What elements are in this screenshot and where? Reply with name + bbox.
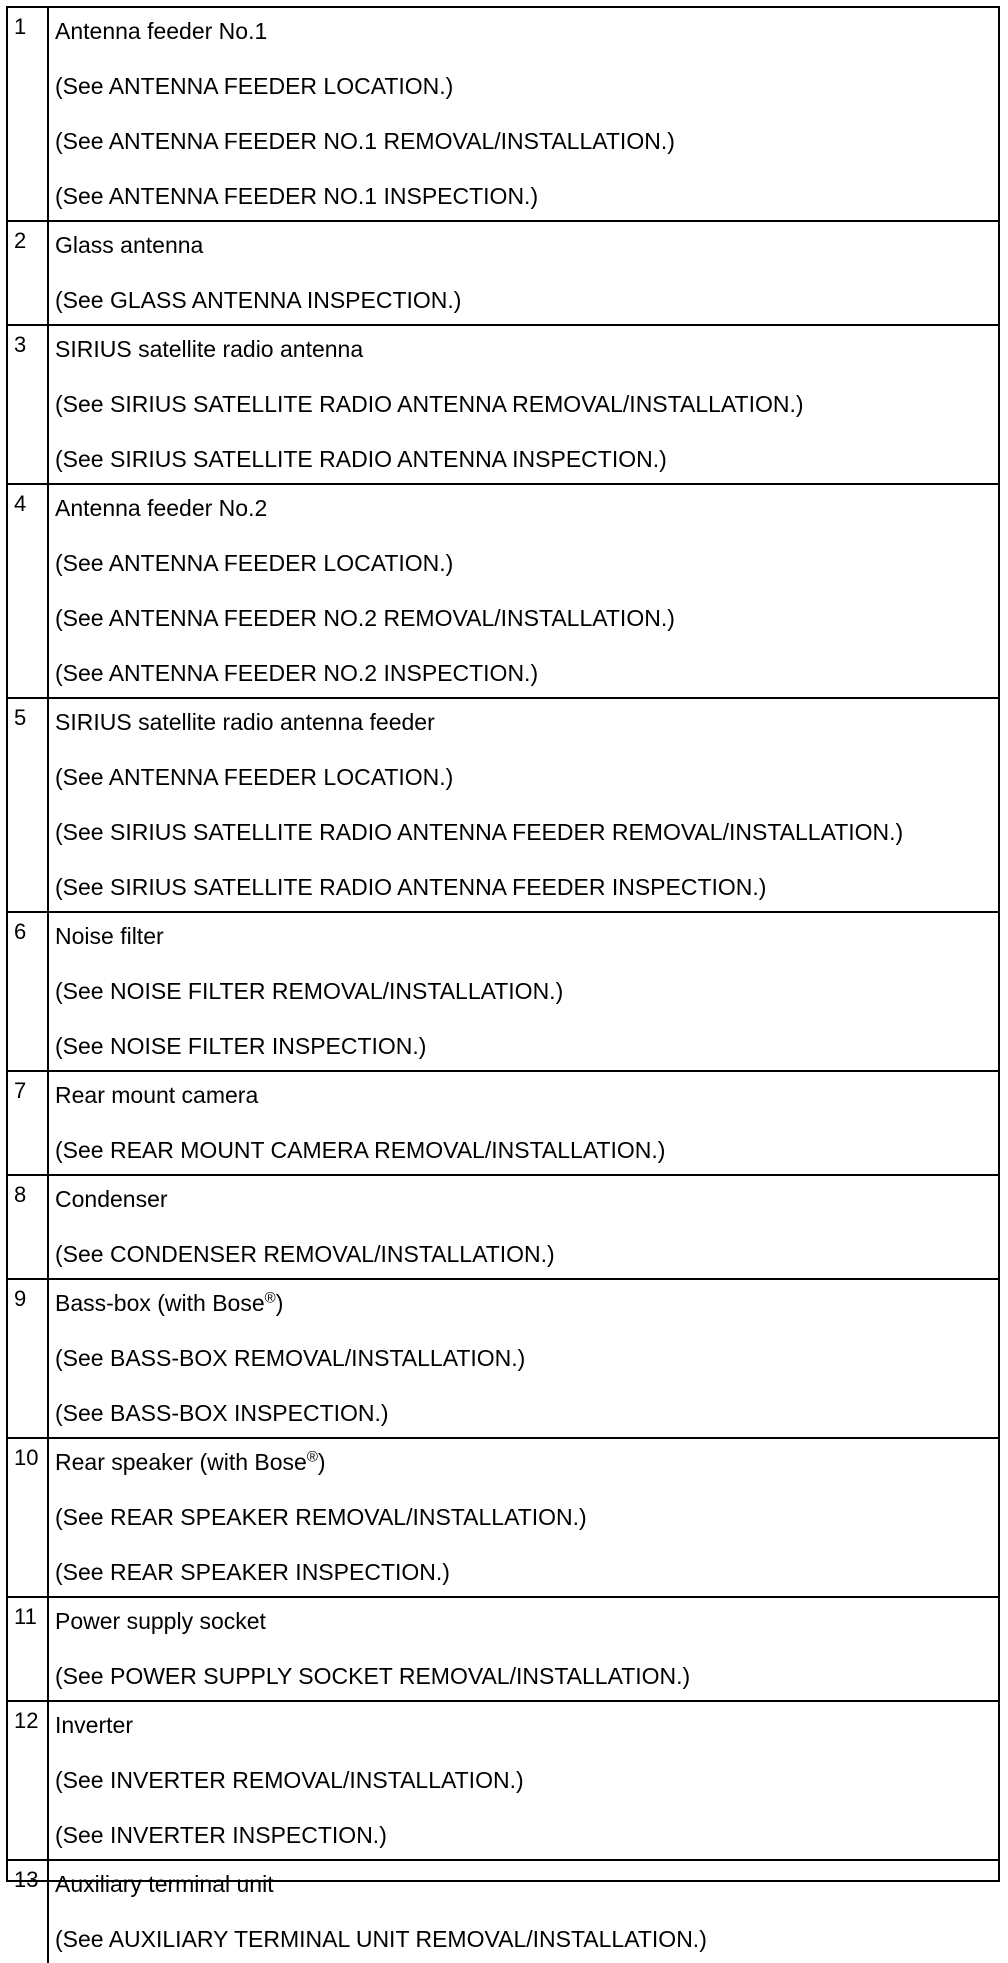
item-details xyxy=(49,1598,998,1700)
item-title xyxy=(49,1702,998,1757)
item-title xyxy=(49,8,998,63)
reference-link[interactable]: (See GLASS ANTENNA INSPECTION.) xyxy=(55,287,462,313)
item-title-end: ) xyxy=(275,1290,284,1316)
reference-link[interactable]: (See ANTENNA FEEDER LOCATION.) xyxy=(55,550,454,576)
reference-link[interactable]: (See NOISE FILTER INSPECTION.) xyxy=(55,1033,427,1059)
table-row xyxy=(8,1280,998,1439)
reference-link[interactable]: (See NOISE FILTER REMOVAL/INSTALLATION.) xyxy=(55,978,564,1004)
item-number: 11 xyxy=(8,1598,49,1700)
item-details xyxy=(49,1280,998,1437)
item-number: 6 xyxy=(8,913,49,1070)
item-number: 7 xyxy=(8,1072,49,1174)
registered-mark: ® xyxy=(306,1448,318,1466)
reference-link[interactable]: (See BASS-BOX REMOVAL/INSTALLATION.) xyxy=(55,1345,526,1371)
registered-mark: ® xyxy=(264,1289,276,1307)
reference-link[interactable]: (See SIRIUS SATELLITE RADIO ANTENNA REMOVAL/INSTALLATION.) xyxy=(55,391,804,417)
item-title-text: Bass-box (with Bose xyxy=(55,1290,265,1316)
item-title-text: Power supply socket xyxy=(55,1608,266,1634)
table-row xyxy=(8,1861,998,1963)
item-details xyxy=(49,1072,998,1174)
reference-link[interactable]: (See AUXILIARY TERMINAL UNIT REMOVAL/INSTALLATION.) xyxy=(55,1926,707,1952)
item-title-text: Condenser xyxy=(55,1186,168,1212)
item-details xyxy=(49,699,998,911)
table-row xyxy=(8,8,998,222)
reference-link[interactable]: (See ANTENNA FEEDER LOCATION.) xyxy=(55,764,454,790)
item-title xyxy=(49,913,998,968)
reference-link[interactable]: (See CONDENSER REMOVAL/INSTALLATION.) xyxy=(55,1241,555,1267)
reference-link[interactable]: (See REAR SPEAKER REMOVAL/INSTALLATION.) xyxy=(55,1504,587,1530)
item-title-text: SIRIUS satellite radio antenna feeder xyxy=(55,709,435,735)
item-details xyxy=(49,8,998,220)
item-title-text: Noise filter xyxy=(55,923,164,949)
item-details xyxy=(49,1176,998,1278)
item-title xyxy=(49,1072,998,1127)
item-title-text: Inverter xyxy=(55,1712,133,1738)
table-row xyxy=(8,1176,998,1280)
item-title xyxy=(49,222,998,277)
reference-link[interactable]: (See ANTENNA FEEDER NO.2 REMOVAL/INSTALLATION.) xyxy=(55,605,675,631)
item-title xyxy=(49,1176,998,1231)
reference-link[interactable]: (See SIRIUS SATELLITE RADIO ANTENNA FEEDER REMOVAL/INSTALLATION.) xyxy=(55,819,904,845)
reference-link[interactable]: (See REAR MOUNT CAMERA REMOVAL/INSTALLATION.) xyxy=(55,1137,666,1163)
item-details xyxy=(49,1439,998,1596)
table-row xyxy=(8,1072,998,1176)
table-row xyxy=(8,1702,998,1861)
item-title-text: Rear mount camera xyxy=(55,1082,259,1108)
item-title xyxy=(49,326,998,381)
item-number: 5 xyxy=(8,699,49,911)
item-number: 8 xyxy=(8,1176,49,1278)
item-title-text: Auxiliary terminal unit xyxy=(55,1871,274,1897)
table-row xyxy=(8,222,998,326)
reference-link[interactable]: (See ANTENNA FEEDER NO.2 INSPECTION.) xyxy=(55,660,539,686)
item-title-text: SIRIUS satellite radio antenna xyxy=(55,336,364,362)
table-row xyxy=(8,326,998,485)
item-number: 12 xyxy=(8,1702,49,1859)
item-number: 1 xyxy=(8,8,49,220)
item-title-end: ) xyxy=(317,1449,326,1475)
item-title-text: Antenna feeder No.2 xyxy=(55,495,268,521)
reference-link[interactable]: (See ANTENNA FEEDER NO.1 REMOVAL/INSTALLATION.) xyxy=(55,128,675,154)
reference-link[interactable]: (See INVERTER INSPECTION.) xyxy=(55,1822,387,1848)
item-number: 4 xyxy=(8,485,49,697)
item-title-text: Antenna feeder No.1 xyxy=(55,18,268,44)
table-row xyxy=(8,699,998,913)
reference-link[interactable]: (See INVERTER REMOVAL/INSTALLATION.) xyxy=(55,1767,524,1793)
item-number: 3 xyxy=(8,326,49,483)
item-details xyxy=(49,485,998,697)
item-title-text: Rear speaker (with Bose xyxy=(55,1449,307,1475)
item-title-text: Glass antenna xyxy=(55,232,204,258)
item-number: 10 xyxy=(8,1439,49,1596)
table-row xyxy=(8,485,998,699)
reference-link[interactable]: (See REAR SPEAKER INSPECTION.) xyxy=(55,1559,450,1585)
item-details xyxy=(49,913,998,1070)
item-details xyxy=(49,1702,998,1859)
reference-link[interactable]: (See POWER SUPPLY SOCKET REMOVAL/INSTALLATION.) xyxy=(55,1663,691,1689)
item-number: 13 xyxy=(8,1861,49,1963)
item-title xyxy=(49,699,998,754)
item-number: 9 xyxy=(8,1280,49,1437)
item-details xyxy=(49,1861,998,1963)
reference-link[interactable]: (See ANTENNA FEEDER NO.1 INSPECTION.) xyxy=(55,183,539,209)
reference-link[interactable]: (See SIRIUS SATELLITE RADIO ANTENNA INSPECTION.) xyxy=(55,446,667,472)
item-details xyxy=(49,222,998,324)
table-row xyxy=(8,1439,998,1598)
item-title xyxy=(49,1439,998,1494)
item-details xyxy=(49,326,998,483)
reference-link[interactable]: (See BASS-BOX INSPECTION.) xyxy=(55,1400,389,1426)
component-reference-table xyxy=(6,6,1000,1952)
item-title xyxy=(49,485,998,540)
item-title xyxy=(49,1861,998,1916)
table-row xyxy=(8,1598,998,1702)
reference-link[interactable]: (See SIRIUS SATELLITE RADIO ANTENNA FEEDER INSPECTION.) xyxy=(55,874,767,900)
item-number: 2 xyxy=(8,222,49,324)
item-title xyxy=(49,1598,998,1653)
reference-link[interactable]: (See ANTENNA FEEDER LOCATION.) xyxy=(55,73,454,99)
table-row xyxy=(8,913,998,1072)
item-title xyxy=(49,1280,998,1335)
